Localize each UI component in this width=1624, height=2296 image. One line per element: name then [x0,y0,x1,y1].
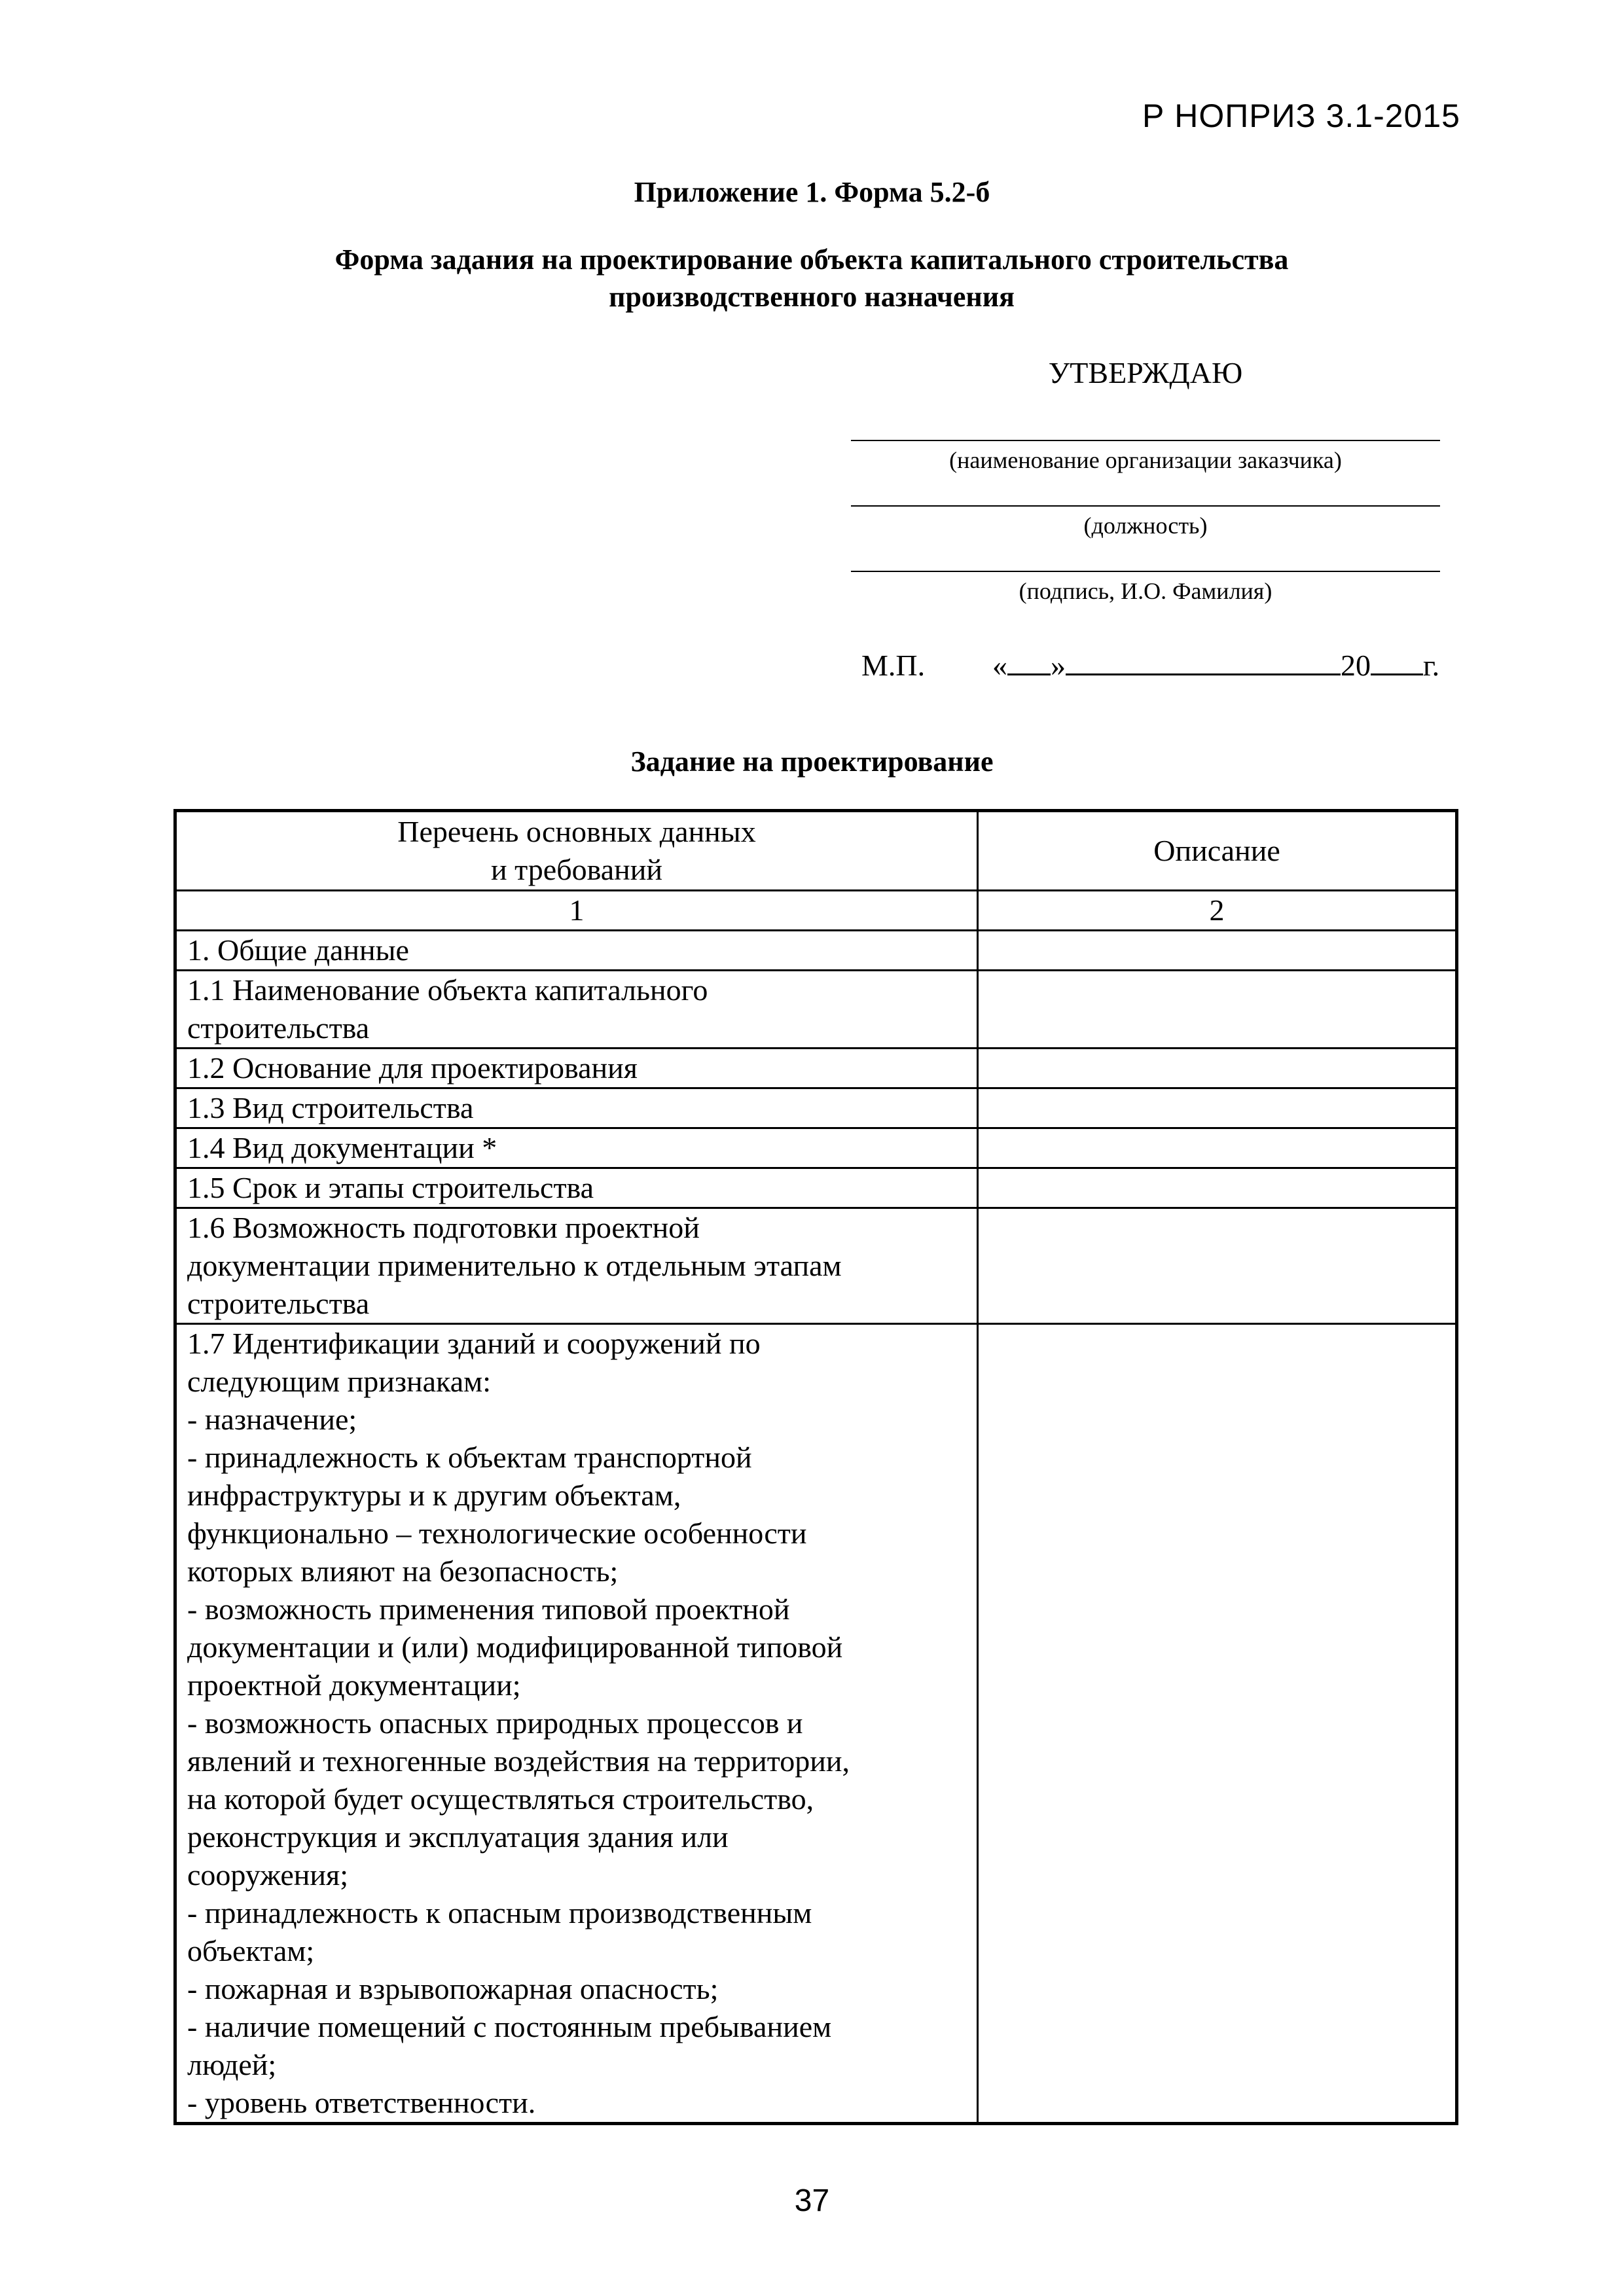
requirement-cell [175,1168,978,1208]
requirement-line: инфраструктуры и к другим объектам, [187,1479,681,1512]
requirement-line: - принадлежность к объектам транспортной [187,1441,752,1474]
requirement-line: документации и (или) модифицированной типовой [187,1630,843,1664]
requirement-line: 1.1 Наименование объекта капитального [187,973,708,1007]
header-requirements [175,811,978,891]
month-blank [1066,670,1341,675]
column-number-2: 2 [978,891,1457,931]
requirement-line: - назначение; [187,1403,357,1436]
task-title: Задание на проектирование [630,745,994,778]
table-row [175,971,1457,1049]
task-table [173,809,1458,2125]
requirement-line: 1. Общие данные [187,933,409,967]
requirement-cell [175,931,978,971]
requirement-line: документации применительно к отдельным этапам [187,1249,842,1282]
description-cell[interactable] [978,1049,1457,1088]
table-row [175,1128,1457,1168]
description-cell[interactable] [978,1208,1457,1324]
page-number: 37 [794,2183,830,2218]
approval-block [851,353,1440,610]
description-cell[interactable] [978,1128,1457,1168]
quote-open: « [992,649,1007,682]
requirement-cell [175,971,978,1049]
header-requirements-line-1: Перечень основных данных [397,815,756,848]
requirement-line: - наличие помещений с постоянным пребыванием [187,2010,832,2043]
description-cell[interactable] [978,931,1457,971]
approve-word: УТВЕРЖДАЮ [1048,356,1243,389]
appendix-title: Приложение 1. Форма 5.2-б [634,176,990,208]
table-row [175,1049,1457,1088]
header-requirements-line-2: и требований [491,853,662,886]
year-prefix: 20 [1341,649,1371,682]
requirement-line: следующим признакам: [187,1365,491,1398]
description-cell[interactable] [978,1324,1457,2124]
requirement-line: явлений и техногенные воздействия на территории, [187,1744,850,1778]
requirement-line: 1.2 Основание для проектирования [187,1051,638,1085]
requirement-cell [175,1088,978,1128]
table-row [175,1324,1457,2124]
table-row [175,1168,1457,1208]
table-row [175,931,1457,971]
form-title-line-1: Форма задания на проектирование объекта капитального строительства [334,243,1289,276]
requirement-line: 1.6 Возможность подготовки проектной [187,1211,700,1244]
requirement-line: реконструкция и эксплуатация здания или [187,1820,729,1854]
year-blank [1371,670,1423,675]
description-cell[interactable] [978,971,1457,1049]
requirement-line: 1.5 Срок и этапы строительства [187,1171,594,1204]
signature-caption: (подпись, И.О. Фамилия) [1019,578,1272,604]
header-description: Описание [978,811,1457,891]
quote-close: » [1051,649,1066,682]
date-row [861,648,1462,683]
day-blank [1007,670,1051,675]
requirement-line: 1.7 Идентификации зданий и сооружений по [187,1327,761,1360]
requirement-cell [175,1208,978,1324]
requirement-line: - пожарная и взрывопожарная опасность; [187,1972,719,2005]
requirement-line: людей; [187,2048,277,2081]
table-row [175,1208,1457,1324]
form-title [196,241,1427,315]
position-signature-line [851,479,1440,507]
requirement-line: проектной документации; [187,1668,521,1702]
requirement-line: - принадлежность к опасным производственным [187,1896,812,1929]
requirement-line: 1.3 Вид строительства [187,1091,474,1124]
requirement-cell [175,1049,978,1088]
year-suffix: г. [1423,649,1440,682]
requirement-line: объектам; [187,1934,315,1967]
requirement-line: строительства [187,1287,370,1320]
table-header-row [175,811,1457,891]
form-title-line-2: производственного назначения [609,281,1015,313]
position-caption: (должность) [1083,512,1208,539]
requirement-line: функционально – технологические особенности [187,1516,807,1550]
requirement-line: строительства [187,1011,370,1045]
table-body [175,931,1457,2124]
requirement-line: 1.4 Вид документации * [187,1131,497,1164]
requirement-line: которых влияют на безопасность; [187,1554,619,1588]
requirement-cell [175,1324,978,2124]
doc-code: Р НОПРИЗ 3.1-2015 [1142,98,1460,134]
requirement-line: - уровень ответственности. [187,2086,536,2119]
description-cell[interactable] [978,1168,1457,1208]
table-row [175,1088,1457,1128]
column-number-1: 1 [175,891,978,931]
signature-line [851,545,1440,572]
requirement-line: на которой будет осуществляться строительство, [187,1782,814,1816]
stamp-label: М.П. [861,649,926,682]
org-signature-line [851,406,1440,441]
requirement-line: - возможность применения типовой проектной [187,1592,790,1626]
requirement-line: сооружения; [187,1858,348,1892]
column-number-row [175,891,1457,931]
requirement-line: - возможность опасных природных процессов и [187,1706,803,1740]
description-cell[interactable] [978,1088,1457,1128]
org-caption: (наименование организации заказчика) [949,447,1342,473]
requirement-cell [175,1128,978,1168]
